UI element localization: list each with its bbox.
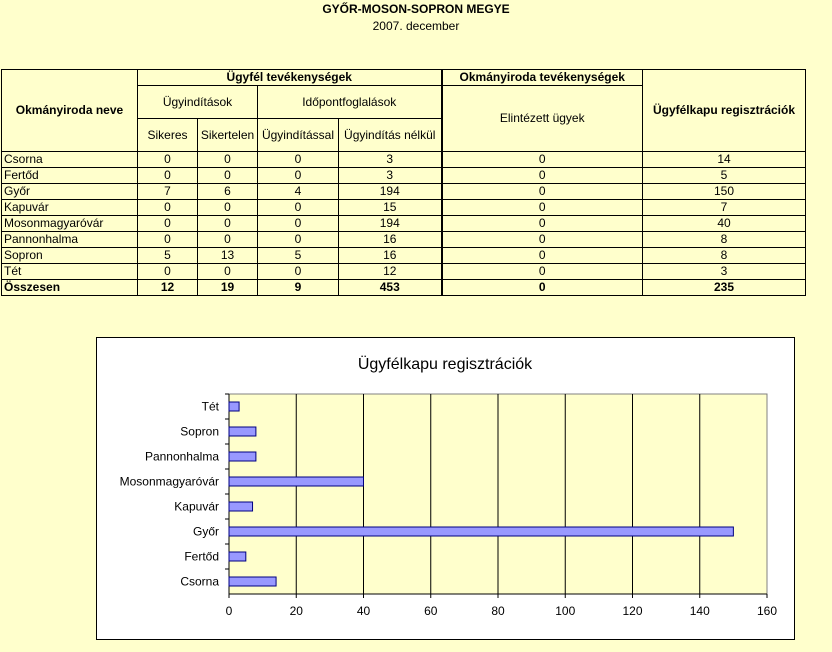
cell-value: 194 (339, 184, 442, 200)
cell-value: 0 (198, 264, 258, 280)
total-label: Összesen (2, 280, 138, 296)
header-case-initiations: Ügyindítások (138, 86, 258, 119)
cell-value: 6 (198, 184, 258, 200)
y-tick-label: Tét (201, 399, 219, 414)
header-handled-cases: Elintézett ügyek (442, 86, 643, 152)
cell-value: 5 (138, 248, 198, 264)
cell-value: 12 (339, 264, 442, 280)
x-tick-label: 140 (689, 604, 710, 618)
header-successful: Sikeres (138, 119, 198, 152)
cell-value: 0 (258, 168, 339, 184)
bar-chart (97, 338, 794, 639)
row-office-name: Győr (2, 184, 138, 200)
cell-value: 3 (339, 168, 442, 184)
x-tick-label: 80 (491, 604, 505, 618)
chart-title: Ügyfélkapu regisztrációk (357, 356, 533, 373)
cell-value: 16 (339, 232, 442, 248)
cell-value: 0 (198, 216, 258, 232)
cell-value: 0 (442, 248, 643, 264)
header-office-name: Okmányiroda neve (2, 70, 138, 152)
table-row (2, 152, 806, 168)
cell-value: 0 (442, 200, 643, 216)
y-tick-label: Győr (192, 524, 219, 539)
page-subtitle: 2007. december (372, 19, 460, 33)
table-row (2, 216, 806, 232)
cell-value: 0 (442, 232, 643, 248)
table-row (2, 184, 806, 200)
x-tick-label: 100 (555, 604, 576, 618)
y-tick-label: Mosonmagyaróvár (119, 474, 219, 489)
total-value: 453 (339, 280, 442, 296)
cell-value: 0 (442, 216, 643, 232)
header-appointments: Időpontfoglalások (258, 86, 442, 119)
row-office-name: Mosonmagyaróvár (2, 216, 138, 232)
cell-value: 0 (442, 184, 643, 200)
row-office-name: Pannonhalma (2, 232, 138, 248)
table-row (2, 168, 806, 184)
cell-value: 0 (138, 232, 198, 248)
cell-value: 150 (643, 184, 806, 200)
cell-value: 0 (258, 216, 339, 232)
header-with-initiation: Ügyindítással (258, 119, 339, 152)
cell-value: 7 (138, 184, 198, 200)
header-without-initiation: Ügyindítás nélkül (339, 119, 442, 152)
cell-value: 0 (258, 152, 339, 168)
cell-value: 8 (643, 248, 806, 264)
cell-value: 0 (138, 200, 198, 216)
row-office-name: Tét (2, 264, 138, 280)
chart-container (96, 337, 795, 640)
cell-value: 0 (198, 200, 258, 216)
bar (229, 527, 733, 536)
cell-value: 3 (643, 264, 806, 280)
y-tick-label: Sopron (180, 424, 219, 439)
bar (229, 502, 253, 511)
cell-value: 0 (258, 200, 339, 216)
header-gateway-registrations: Ügyfélkapu regisztrációk (643, 70, 806, 152)
cell-value: 0 (198, 168, 258, 184)
cell-value: 15 (339, 200, 442, 216)
bar (229, 552, 246, 561)
cell-value: 14 (643, 152, 806, 168)
cell-value: 4 (258, 184, 339, 200)
row-office-name: Fertőd (2, 168, 138, 184)
header-client-activities: Ügyfél tevékenységek (138, 70, 442, 86)
total-value: 235 (643, 280, 806, 296)
x-tick-label: 0 (225, 604, 233, 618)
cell-value: 194 (339, 216, 442, 232)
table-row (2, 248, 806, 264)
cell-value: 13 (198, 248, 258, 264)
cell-value: 5 (258, 248, 339, 264)
y-tick-label: Kapuvár (174, 499, 219, 514)
cell-value: 0 (138, 216, 198, 232)
row-office-name: Csorna (2, 152, 138, 168)
cell-value: 0 (138, 152, 198, 168)
x-tick-label: 20 (289, 604, 303, 618)
table-total-row (2, 280, 806, 296)
bar (229, 427, 256, 436)
total-value: 9 (258, 280, 339, 296)
x-tick-label: 60 (424, 604, 438, 618)
total-value: 19 (198, 280, 258, 296)
cell-value: 7 (643, 200, 806, 216)
cell-value: 0 (138, 168, 198, 184)
y-tick-label: Fertőd (184, 549, 219, 564)
row-office-name: Kapuvár (2, 200, 138, 216)
bar (229, 577, 276, 586)
cell-value: 16 (339, 248, 442, 264)
cell-value: 0 (442, 168, 643, 184)
x-tick-label: 40 (356, 604, 371, 618)
y-tick-label: Pannonhalma (144, 449, 219, 464)
x-tick-label: 120 (622, 604, 643, 618)
table-row (2, 232, 806, 248)
header-office-activities: Okmányiroda tevékenységek (442, 70, 643, 86)
y-tick-label: Csorna (180, 574, 219, 589)
bar (229, 452, 256, 461)
cell-value: 40 (643, 216, 806, 232)
cell-value: 0 (138, 264, 198, 280)
stats-table (1, 69, 806, 296)
cell-value: 8 (643, 232, 806, 248)
cell-value: 0 (258, 264, 339, 280)
cell-value: 3 (339, 152, 442, 168)
bar (229, 477, 364, 486)
cell-value: 0 (442, 152, 643, 168)
total-value: 12 (138, 280, 198, 296)
cell-value: 0 (258, 232, 339, 248)
table-row (2, 200, 806, 216)
total-value: 0 (442, 280, 643, 296)
cell-value: 5 (643, 168, 806, 184)
x-tick-label: 160 (756, 604, 778, 618)
bar (229, 402, 239, 411)
header-unsuccessful: Sikertelen (198, 119, 258, 152)
cell-value: 0 (198, 152, 258, 168)
table-row (2, 264, 806, 280)
cell-value: 0 (198, 232, 258, 248)
row-office-name: Sopron (2, 248, 138, 264)
page-title: GYŐR-MOSON-SOPRON MEGYE (322, 2, 510, 16)
cell-value: 0 (442, 264, 643, 280)
